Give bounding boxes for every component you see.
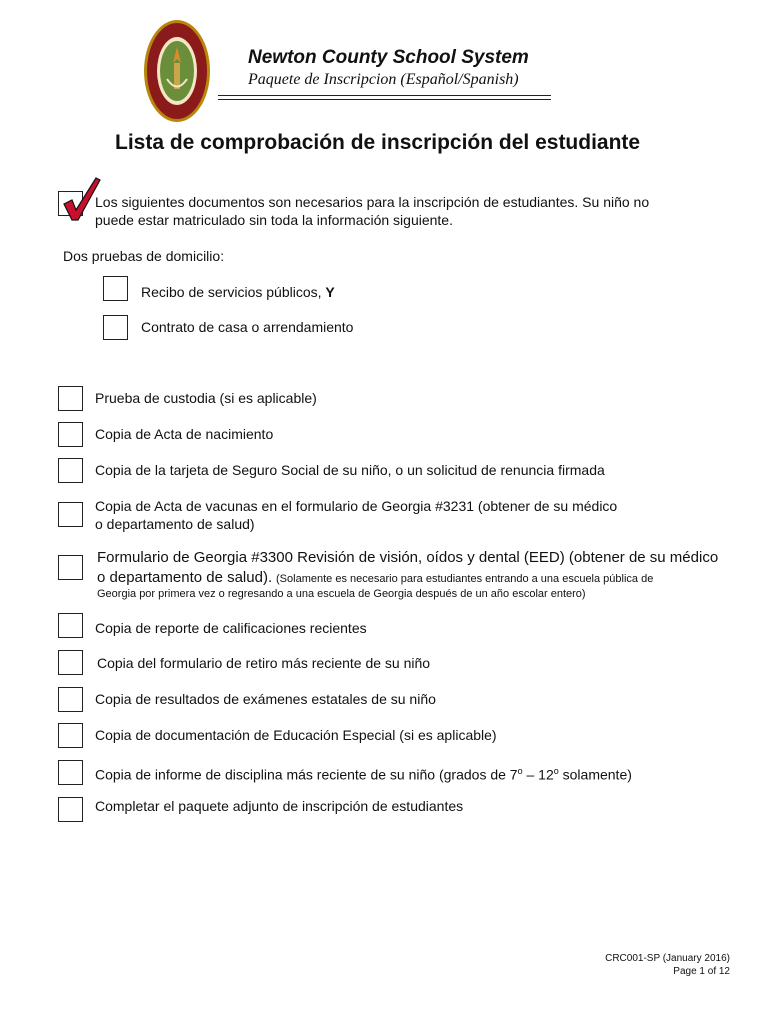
school-seal-logo xyxy=(143,19,211,123)
vaccine-checkbox[interactable] xyxy=(58,502,83,527)
discipline-text-b: – 12 xyxy=(522,766,554,783)
complete-checkbox[interactable] xyxy=(58,797,83,822)
complete-label: Completar el paquete adjunto de inscripción de estudiantes xyxy=(95,798,464,814)
eed-line-1: Formulario de Georgia #3300 Revisión de visión, oídos y dental (EED) (obtener de su médico xyxy=(97,549,719,566)
discipline-label xyxy=(95,762,632,784)
eed-line-2-note: (Solamente es necesario para estudiantes entrando a una escuela pública de xyxy=(276,573,654,585)
ssn-checkbox[interactable] xyxy=(58,458,83,483)
discipline-text-a: Copia de informe de disciplina más reciente de su niño (grados de 7 xyxy=(95,766,518,783)
exams-checkbox[interactable] xyxy=(58,687,83,712)
discipline-sup-1: o xyxy=(517,766,523,776)
utility-label xyxy=(141,283,335,301)
utility-text: Recibo de servicios públicos, xyxy=(141,284,322,300)
lease-checkbox[interactable] xyxy=(103,315,128,340)
page-number: Page 1 of 12 xyxy=(673,966,730,977)
vaccine-line-2: o departamento de salud) xyxy=(95,516,255,532)
discipline-text-c: solamente) xyxy=(558,766,632,783)
report-label: Copia de reporte de calificaciones recientes xyxy=(95,620,367,636)
eed-line-3: Georgia por primera vez o regresando a una escuela de Georgia después de un año escolar entero) xyxy=(97,588,586,600)
ssn-label: Copia de la tarjeta de Seguro Social de su niño, o un solicitud de renuncia firmada xyxy=(95,462,605,478)
proof-heading: Dos pruebas de domicilio: xyxy=(63,248,225,264)
withdrawal-label: Copia del formulario de retiro más reciente de su niño xyxy=(97,655,431,671)
utility-checkbox[interactable] xyxy=(103,276,128,301)
form-code: CRC001-SP (January 2016) xyxy=(605,953,730,964)
special-ed-checkbox[interactable] xyxy=(58,723,83,748)
utility-and: Y xyxy=(325,284,335,300)
lease-label: Contrato de casa o arrendamiento xyxy=(141,319,354,335)
special-ed-label: Copia de documentación de Educación Especial (si es aplicable) xyxy=(95,727,497,743)
custody-checkbox[interactable] xyxy=(58,386,83,411)
discipline-checkbox[interactable] xyxy=(58,760,83,785)
page-footer xyxy=(605,952,730,978)
school-system-title: Newton County School System xyxy=(248,47,529,68)
document-title: Lista de comprobación de inscripción del estudiante xyxy=(115,131,641,154)
custody-label: Prueba de custodia (si es aplicable) xyxy=(95,390,317,406)
birth-checkbox[interactable] xyxy=(58,422,83,447)
report-checkbox[interactable] xyxy=(58,613,83,638)
intro-line-1: Los siguientes documentos son necesarios para la inscripción de estudiantes. Su niño no xyxy=(95,194,650,210)
header-divider xyxy=(218,99,551,100)
vaccine-line-1: Copia de Acta de vacunas en el formulario de Georgia #3231 (obtener de su médico xyxy=(95,498,618,514)
birth-label: Copia de Acta de nacimiento xyxy=(95,426,274,442)
eed-line-2-main: o departamento de salud). xyxy=(97,569,273,586)
eed-checkbox[interactable] xyxy=(58,555,83,580)
intro-line-2: puede estar matriculado sin toda la información siguiente. xyxy=(95,212,453,228)
packet-subtitle: Paquete de Inscripcion (Español/Spanish) xyxy=(248,71,519,88)
withdrawal-checkbox[interactable] xyxy=(58,650,83,675)
header-divider xyxy=(218,95,551,96)
discipline-sup-2: o xyxy=(553,766,559,776)
exams-label: Copia de resultados de exámenes estatales de su niño xyxy=(95,691,436,707)
